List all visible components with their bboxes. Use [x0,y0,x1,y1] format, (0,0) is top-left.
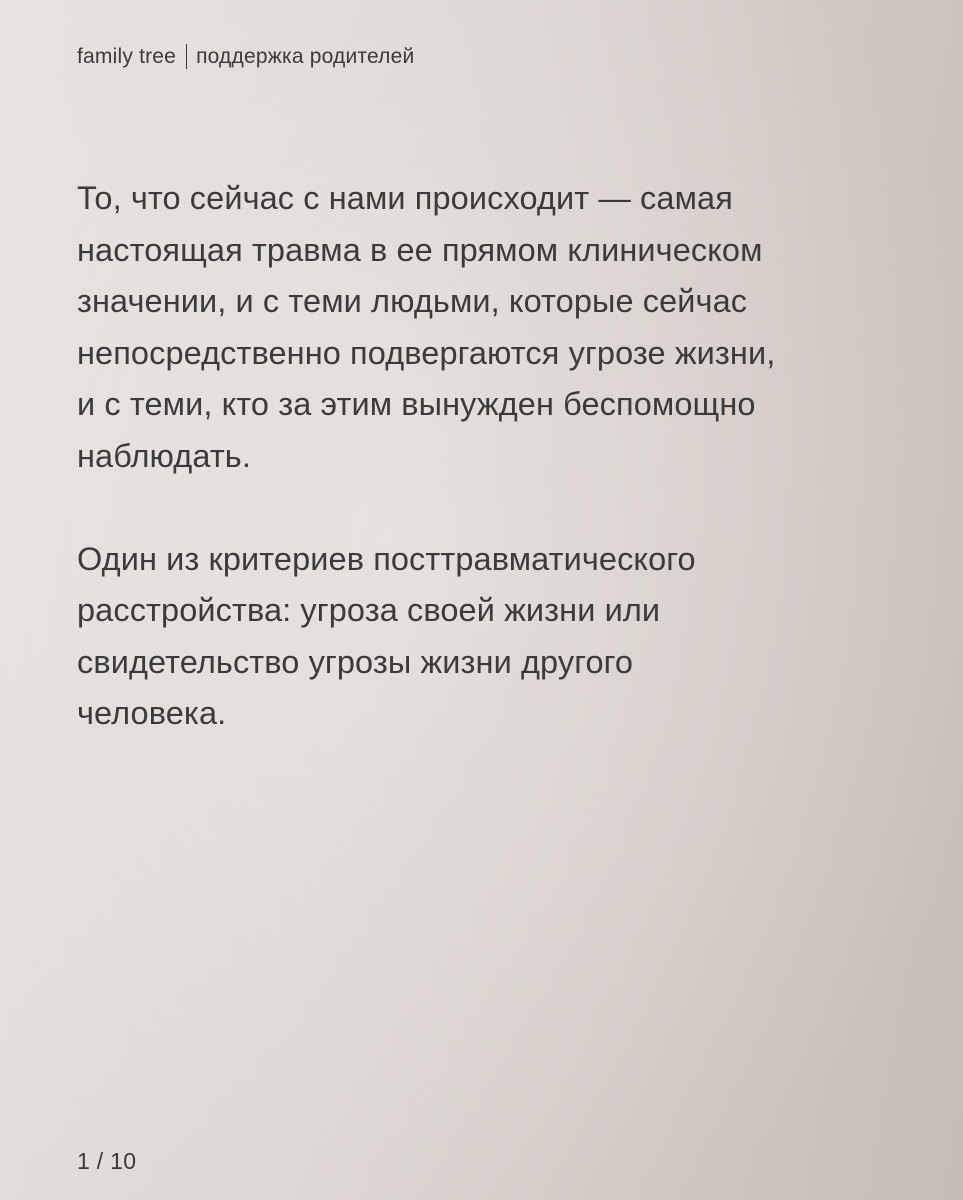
paragraph-line: То, что сейчас с нами происходит — самая [77,180,733,216]
paragraph-line: расстройства: угроза своей жизни или [77,592,661,628]
header-subtitle: поддержка родителей [196,45,415,68]
paragraph-line: наблюдать. [77,437,251,474]
page-counter: 1 / 10 [77,1148,137,1174]
paragraph-1 [77,173,927,482]
brand-name: family tree [77,45,177,68]
paragraph-line: значении, и с теми людьми, которые сейчас [77,283,748,319]
paragraph-2 [77,534,927,740]
paragraph-line: человека. [77,695,227,731]
paragraph-line: Один из критериев посттравматического [77,540,696,577]
slide-body [77,173,927,740]
paragraph-line: непосредственно подвергаются угрозе жизни, [77,334,776,371]
header-divider [186,44,187,69]
paragraph-line: настоящая травма в ее прямом клиническом [77,231,763,268]
paragraph-line: и с теми, кто за этим вынужден беспомощно [77,386,756,422]
paragraph-line: свидетельство угрозы жизни другого [77,643,634,680]
page-header [77,44,414,69]
